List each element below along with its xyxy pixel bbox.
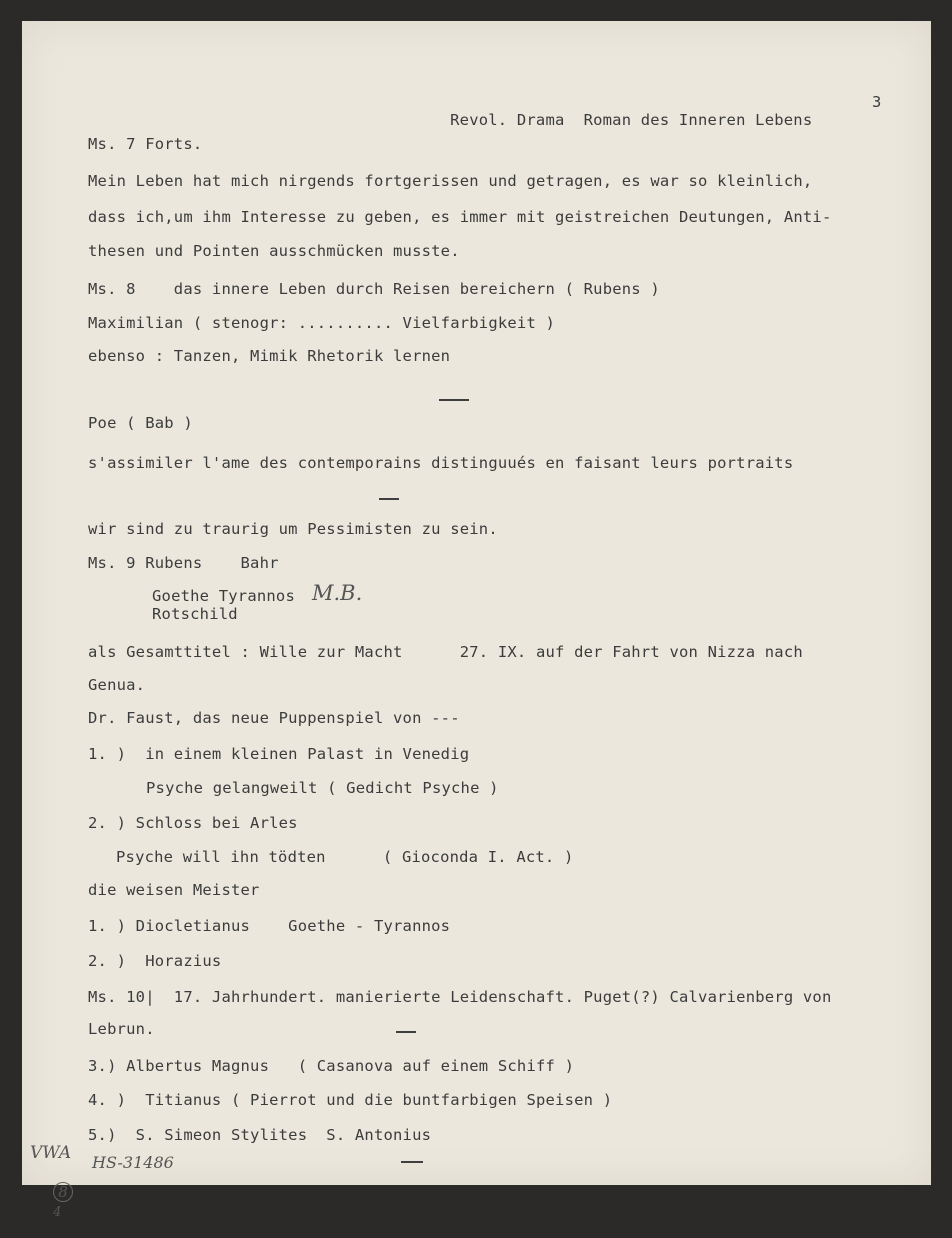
- text-line: ebenso : Tanzen, Mimik Rhetorik lernen: [88, 347, 451, 365]
- text-line: als Gesamttitel : Wille zur Macht 27. IX. auf der Fahrt von Nizza nach: [88, 643, 803, 661]
- text-line: 4. ) Titianus ( Pierrot und die buntfarbigen Speisen ): [88, 1091, 613, 1109]
- text-line: Psyche will ihn tödten ( Gioconda I. Act. ): [116, 848, 574, 866]
- handwritten-initials: M.B.: [312, 581, 363, 605]
- section-divider: [401, 1161, 423, 1163]
- text-line: Goethe Tyrannos: [152, 587, 295, 605]
- text-line: 2. ) Schloss bei Arles: [88, 814, 298, 832]
- section-divider: [439, 399, 469, 401]
- text-line: Psyche gelangweilt ( Gedicht Psyche ): [146, 779, 499, 797]
- section-divider: [379, 498, 399, 500]
- text-line: Poe ( Bab ): [88, 414, 193, 432]
- text-line: dass ich,um ihm Interesse zu geben, es immer mit geistreichen Deutungen, Anti-: [88, 208, 832, 226]
- text-line: Dr. Faust, das neue Puppenspiel von ---: [88, 709, 460, 727]
- text-line: Lebrun.: [88, 1020, 155, 1038]
- page-number: 3: [872, 93, 882, 111]
- text-line: 2. ) Horazius: [88, 952, 222, 970]
- archive-sub-number: 4: [53, 1205, 62, 1220]
- text-line: Ms. 10| 17. Jahrhundert. manierierte Leidenschaft. Puget(?) Calvarienberg von: [88, 988, 832, 1006]
- text-line: Rotschild: [152, 605, 238, 623]
- text-line: s'assimiler l'ame des contemporains distinguués en faisant leurs portraits: [88, 454, 794, 472]
- text-line: 1. ) in einem kleinen Palast in Venedig: [88, 745, 470, 763]
- archive-number: [34, 1164, 73, 1238]
- text-line: Ms. 7 Forts.: [88, 135, 203, 153]
- section-divider: [396, 1031, 416, 1033]
- header-title: Revol. Drama Roman des Inneren Lebens: [450, 111, 813, 129]
- inventory-number: HS-31486: [92, 1153, 174, 1172]
- text-line: wir sind zu traurig um Pessimisten zu sein.: [88, 520, 498, 538]
- text-line: Genua.: [88, 676, 146, 694]
- text-line: 1. ) Diocletianus Goethe - Tyrannos: [88, 917, 451, 935]
- document-page: [22, 21, 931, 1220]
- text-line: Ms. 8 das innere Leben durch Reisen bereichern ( Rubens ): [88, 280, 660, 298]
- text-line: thesen und Pointen ausschmücken musste.: [88, 242, 460, 260]
- text-line: Ms. 9 Rubens Bahr: [88, 554, 279, 572]
- text-line: die weisen Meister: [88, 881, 260, 899]
- archive-stamp: VWA: [30, 1143, 72, 1163]
- text-line: Mein Leben hat mich nirgends fortgerissen und getragen, es war so kleinlich,: [88, 172, 813, 190]
- text-line: Maximilian ( stenogr: .......... Vielfarbigkeit ): [88, 314, 556, 332]
- text-line: 3.) Albertus Magnus ( Casanova auf einem Schiff ): [88, 1057, 575, 1075]
- text-line: 5.) S. Simeon Stylites S. Antonius: [88, 1126, 432, 1144]
- archive-number-circle: 8: [53, 1182, 73, 1202]
- page-header: [412, 93, 812, 147]
